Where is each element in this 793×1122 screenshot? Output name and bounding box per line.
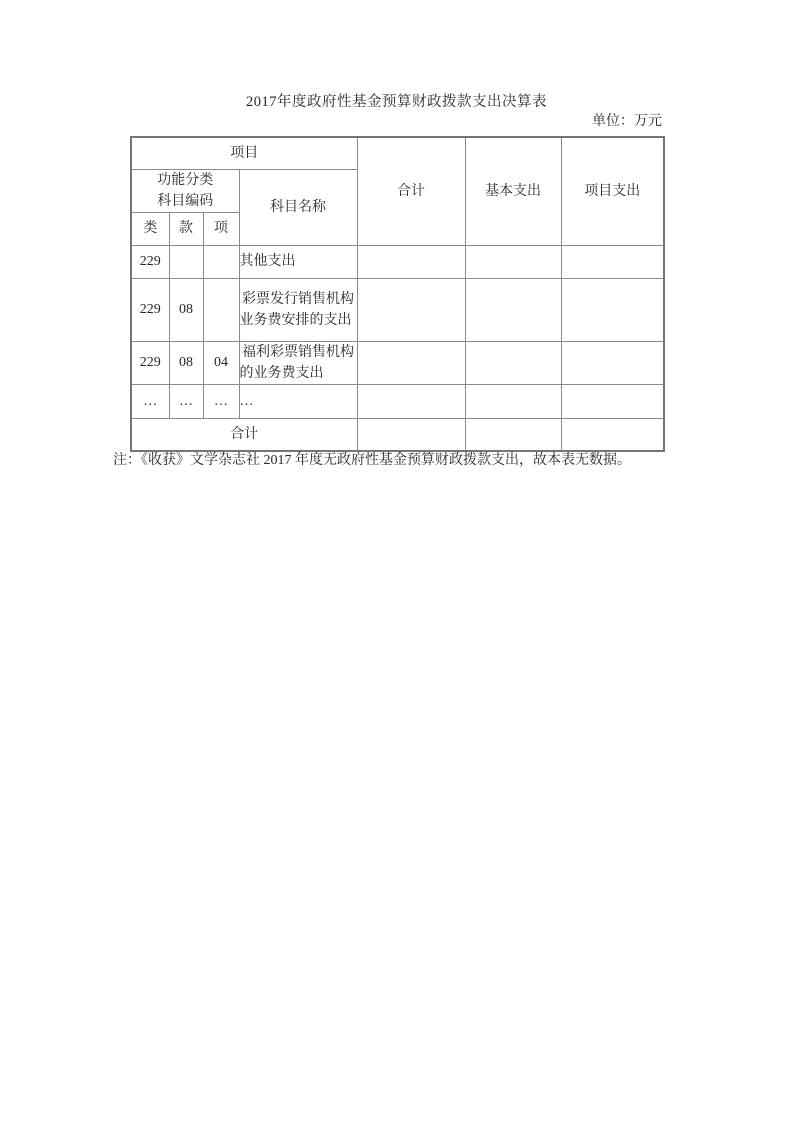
header-project: 项目 (131, 137, 357, 169)
item-code-cell: 04 (203, 341, 239, 384)
header-row-1 (131, 137, 664, 169)
subject-name-cell: 彩票发行销售机构业务费安排的支出 (239, 278, 357, 341)
header-total: 合计 (357, 137, 465, 245)
header-item: 项 (203, 212, 239, 245)
footer-total-label: 合计 (131, 418, 357, 451)
total-amount-cell (357, 278, 465, 341)
header-class: 类 (131, 212, 169, 245)
basic-amount-cell (465, 278, 561, 341)
project-amount-cell (561, 341, 664, 384)
subject-name-cell: … (239, 384, 357, 418)
header-section: 款 (169, 212, 203, 245)
item-code-cell (203, 278, 239, 341)
subject-name-cell: 其他支出 (239, 245, 357, 278)
header-project-expenditure: 项目支出 (561, 137, 664, 245)
table-row (131, 245, 664, 278)
section-code-cell: 08 (169, 278, 203, 341)
basic-amount-cell (465, 245, 561, 278)
project-amount-cell (561, 278, 664, 341)
footer-total-amount-cell (357, 418, 465, 451)
footer-row (131, 418, 664, 451)
header-functional-code-line1: 功能分类 (157, 172, 214, 188)
unit-label: 单位：万元 (592, 114, 662, 129)
class-code-cell: … (131, 384, 169, 418)
class-code-cell: 229 (131, 245, 169, 278)
section-code-cell (169, 245, 203, 278)
total-amount-cell (357, 384, 465, 418)
header-subject-name: 科目名称 (239, 169, 357, 245)
report-title: 2017年度政府性基金预算财政拨款支出决算表 (246, 94, 547, 110)
fund-expenditure-table (130, 136, 665, 452)
basic-amount-cell (465, 341, 561, 384)
class-code-cell: 229 (131, 278, 169, 341)
project-amount-cell (561, 245, 664, 278)
total-amount-cell (357, 245, 465, 278)
item-code-cell: … (203, 384, 239, 418)
table-row (131, 341, 664, 384)
footer-basic-amount-cell (465, 418, 561, 451)
class-code-cell: 229 (131, 341, 169, 384)
footer-project-amount-cell (561, 418, 664, 451)
header-basic-expenditure: 基本支出 (465, 137, 561, 245)
item-code-cell (203, 245, 239, 278)
table-row (131, 384, 664, 418)
total-amount-cell (357, 341, 465, 384)
project-amount-cell (561, 384, 664, 418)
section-code-cell: … (169, 384, 203, 418)
footnote: 注：《收获》文学杂志社 2017 年度无政府性基金预算财政拨款支出，故本表无数据。 (113, 453, 631, 468)
table-row (131, 278, 664, 341)
subject-name-cell: 福利彩票销售机构的业务费支出 (239, 341, 357, 384)
header-functional-code-line2: 科目编码 (157, 193, 214, 209)
section-code-cell: 08 (169, 341, 203, 384)
basic-amount-cell (465, 384, 561, 418)
header-functional-code (131, 169, 239, 212)
